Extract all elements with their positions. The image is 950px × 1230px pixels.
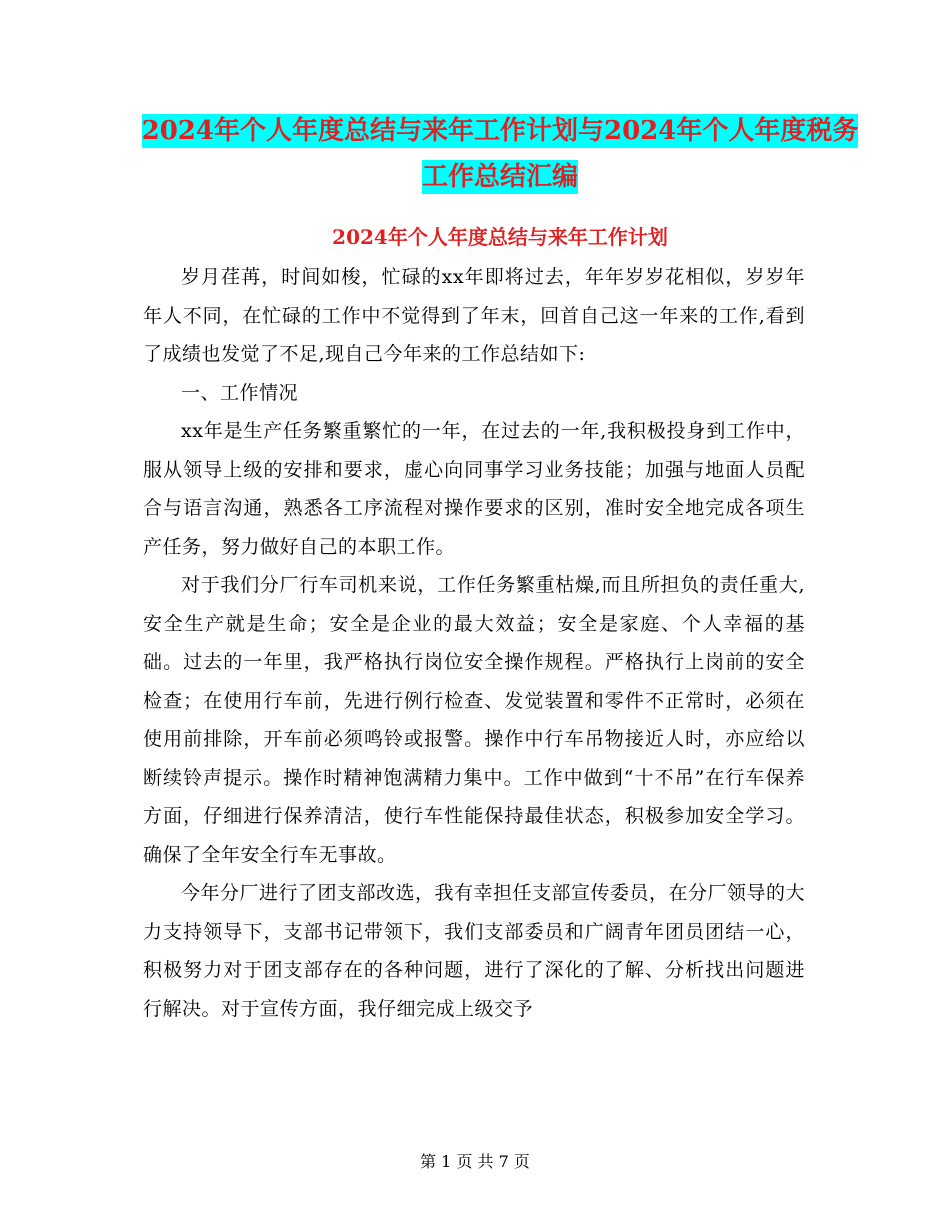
document-title	[140, 108, 860, 200]
document-body	[143, 258, 805, 1028]
paragraph-league-branch: 今年分厂进行了团支部改选，我有幸担任支部宣传委员，在分厂领导的大力支持领导下，支部书记带领下，我们支部委员和广阔青年团员团结一心，积极努力对于团支部存在的各种问题，进行了深化的了解、分析找出问题进行解决。对于宣传方面，我仔细完成上级交予	[143, 882, 806, 1020]
page-number-footer: 第 1 页 共 7 页	[420, 1152, 530, 1171]
paragraph-intro: 岁月荏苒，时间如梭，忙碌的xx年即将过去，年年岁岁花相似，岁岁年年人不同，在忙碌的工作中不觉得到了年末，回首自己这一年来的工作,看到了成绩也发觉了不足,现自己今年来的工作总结如下:	[143, 266, 805, 365]
paragraph-safety: 对于我们分厂行车司机来说，工作任务繁重枯燥,而且所担负的责任重大,安全生产就是生命；安全是企业的最大效益；安全是家庭、个人幸福的基础。过去的一年里，我严格执行岗位安全操作规程。严格执行上岗前的安全检查；在使用行车前，先进行例行检查、发觉装置和零件不正常时，必须在使用前排除，开车前必须鸣铃或报警。操作中行车吊物接近人时，亦应给以断续铃声提示。操作时精神饱满精力集中。工作中做到“十不吊”在行车保养方面，仔细进行保养清洁，使行车性能保持最佳状态，积极参加安全学习。确保了全年安全行车无事故。	[143, 574, 805, 866]
section-title: 2024年个人年度总结与来年工作计划	[332, 225, 668, 249]
document-title-highlight: 2024年个人年度总结与来年工作计划与2024年个人年度税务工作总结汇编	[141, 116, 859, 192]
paragraph-heading-work: 一、工作情况	[181, 381, 299, 404]
paragraph-work-summary: xx年是生产任务繁重繁忙的一年，在过去的一年,我积极投身到工作中，服从领导上级的安排和要求，虚心向同事学习业务技能；加强与地面人员配合与语言沟通，熟悉各工序流程对操作要求的区别，准时安全地完成各项生产任务，努力做好自己的本职工作。	[143, 420, 805, 558]
